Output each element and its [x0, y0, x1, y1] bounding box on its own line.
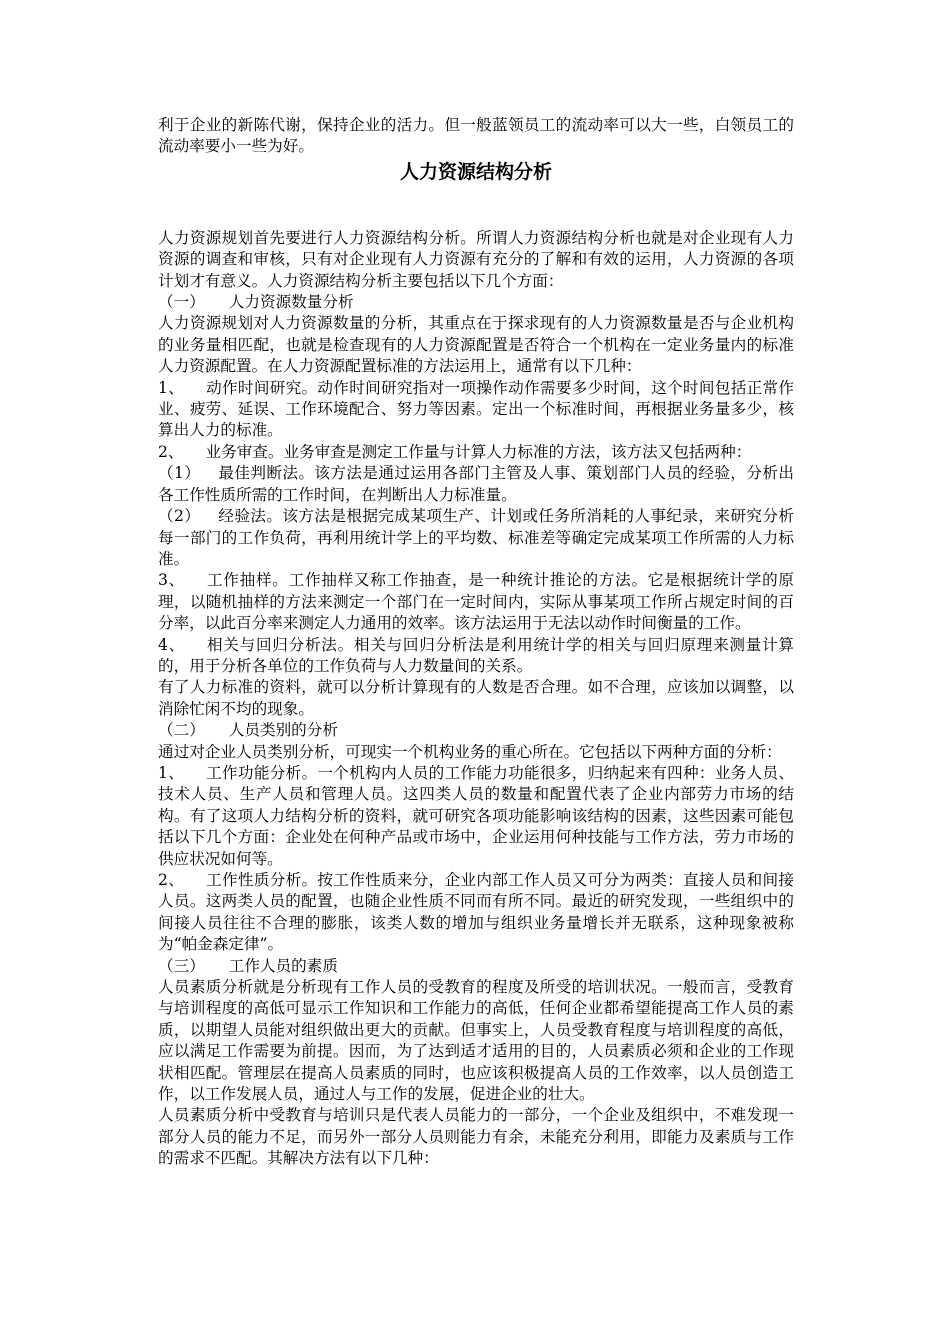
list-item-regression: [158, 635, 794, 678]
sub-item-experience: [158, 506, 794, 570]
list-text: 业务审查。业务审查是测定工作量与计算人力标准的方法，该方法又包括两种：: [205, 442, 752, 461]
intro-paragraph: 利于企业的新陈代谢，保持企业的活力。但一般蓝领员工的流动率可以大一些，白领员工的流动率要小一些为好。: [158, 116, 794, 156]
heading-number: （三）: [158, 956, 205, 975]
list-item-function-analysis: [158, 763, 794, 870]
heading-text: 人力资源数量分析: [228, 293, 354, 312]
list-number: 2、: [158, 871, 185, 889]
sub-item-best-judgment: [158, 463, 794, 506]
heading-number: （二）: [158, 721, 205, 740]
paragraph-category: 通过对企业人员类别分析，可现实一个机构业务的重心所在。它包括以下两种方面的分析：: [158, 742, 782, 761]
heading-staff-quality: [158, 956, 794, 977]
list-number: 2、: [158, 442, 184, 461]
list-number: 1、: [158, 763, 185, 782]
section-title: 人力资源结构分析: [399, 160, 552, 183]
list-text: 相关与回归分析法。相关与回归分析法是利用统计学的相关与回归原理来测量计算的，用于分析各单位的工作负荷与人力数量间的关系。: [158, 635, 794, 675]
heading-text: 人员类别的分析: [228, 721, 338, 740]
document-page: [158, 115, 794, 1170]
paragraph-standards: 有了人力标准的资料，就可以分析计算现有的人数是否合理。如不合理，应该加以调整，以消除忙闲不均的现象。: [158, 678, 794, 718]
list-number: 4、: [158, 635, 185, 654]
heading-category-analysis: [158, 720, 794, 741]
list-text: 工作抽样。工作抽样又称工作抽查，是一种统计推论的方法。它是根据统计学的原理，以随机抽样的方法来测定一个部门在一定时间内，实际从事某项工作所占规定时间的百分率，以此百分率来测定人力通用的效率。该方法运用于无法以动作时间衡量的工作。: [158, 571, 794, 633]
sub-text: 经验法。该方法是根据完成某项生产、计划或任务所消耗的人事纪录，来研究分析每一部门的工作负荷，再利用统计学上的平均数、标准差等确定完成某项工作所需的人力标准。: [158, 507, 794, 568]
list-text: 工作性质分析。按工作性质来分，企业内部工作人员又可分为两类：直接人员和间接人员。这两类人员的配置，也随企业性质不同而有所不同。最近的研究发现，一些组织中的间接人员往往不合理的膨胀，该类人数的增加与组织业务量增长并无联系，这种现象被称为“帕金森定律”。: [158, 871, 794, 954]
paragraph-quantity: 人力资源规划对人力资源数量的分析，其重点在于探求现有的人力资源数量是否与企业机构的业务量相匹配，也就是检查现有的人力资源配置是否符合一个机构在一定业务量内的标准人力资源配置。在人力资源配置标准的方法运用上，通常有以下几种：: [158, 314, 794, 376]
list-text: 动作时间研究。动作时间研究指对一项操作动作需要多少时间，这个时间包括正常作业、疲劳、延误、工作环境配合、努力等因素。定出一个标准时间，再根据业务量多少，核算出人力的标准。: [158, 378, 794, 440]
list-item-time-study: [158, 378, 794, 442]
heading-number: （一）: [158, 293, 205, 312]
list-text: 工作功能分析。一个机构内人员的工作能力功能很多，归纳起来有四种：业务人员、技术人员、生产人员和管理人员。这四类人员的数量和配置代表了企业内部劳力市场的结构。有了这项人力结构分析的资料，就可研究各项功能影响该结构的因素，这些因素可能包括以下几个方面：企业处在何种产品或市场中，企业运用何种技能与工作方法，劳力市场的供应状况如何等。: [158, 763, 794, 868]
list-item-work-sampling: [158, 570, 794, 634]
list-item-business-review: [158, 442, 794, 463]
list-number: 3、: [158, 571, 185, 590]
heading-text: 工作人员的素质: [228, 956, 338, 975]
paragraph-quality: 人员素质分析就是分析现有工作人员的受教育的程度及所受的培训状况。一般而言，受教育与培训程度的高低可显示工作知识和工作能力的高低，任何企业都希望能提高工作人员的素质，以期望人员能对组织做出更大的贡献。但事实上，人员受教育程度与培训程度的高低，应以满足工作需要为前提。因而，为了达到适才适用的目的，人员素质必须和企业的工作现状相匹配。管理层在提高人员素质的同时，也应该积极提高人员的工作效率，以人员创造工作，以工作发展人员，通过人与工作的发展，促进企业的壮大。: [158, 978, 794, 1104]
sub-number: （1）: [158, 464, 201, 483]
sub-number: （2）: [158, 507, 201, 526]
sub-text: 最佳判断法。该方法是通过运用各部门主管及人事、策划部门人员的经验，分析出各工作性质所需的工作时间，在判断出人力标准量。: [158, 464, 794, 504]
heading-quantity-analysis: [158, 292, 794, 313]
paragraph-structure-intro: 人力资源规划首先要进行人力资源结构分析。所谓人力资源结构分析也就是对企业现有人力资源的调查和审核，只有对企业现有人力资源有充分的了解和有效的运用，人力资源的各项计划才有意义。人力资源结构分析主要包括以下几个方面：: [158, 228, 794, 290]
list-number: 1、: [158, 378, 185, 397]
list-item-nature-analysis: [158, 870, 794, 956]
paragraph-quality-mismatch: 人员素质分析中受教育与培训只是代表人员能力的一部分，一个企业及组织中，不难发现一部分人员的能力不足，而另外一部分人员则能力有余，未能充分利用，即能力及素质与工作的需求不匹配。其解决方法有以下几种：: [158, 1106, 794, 1168]
